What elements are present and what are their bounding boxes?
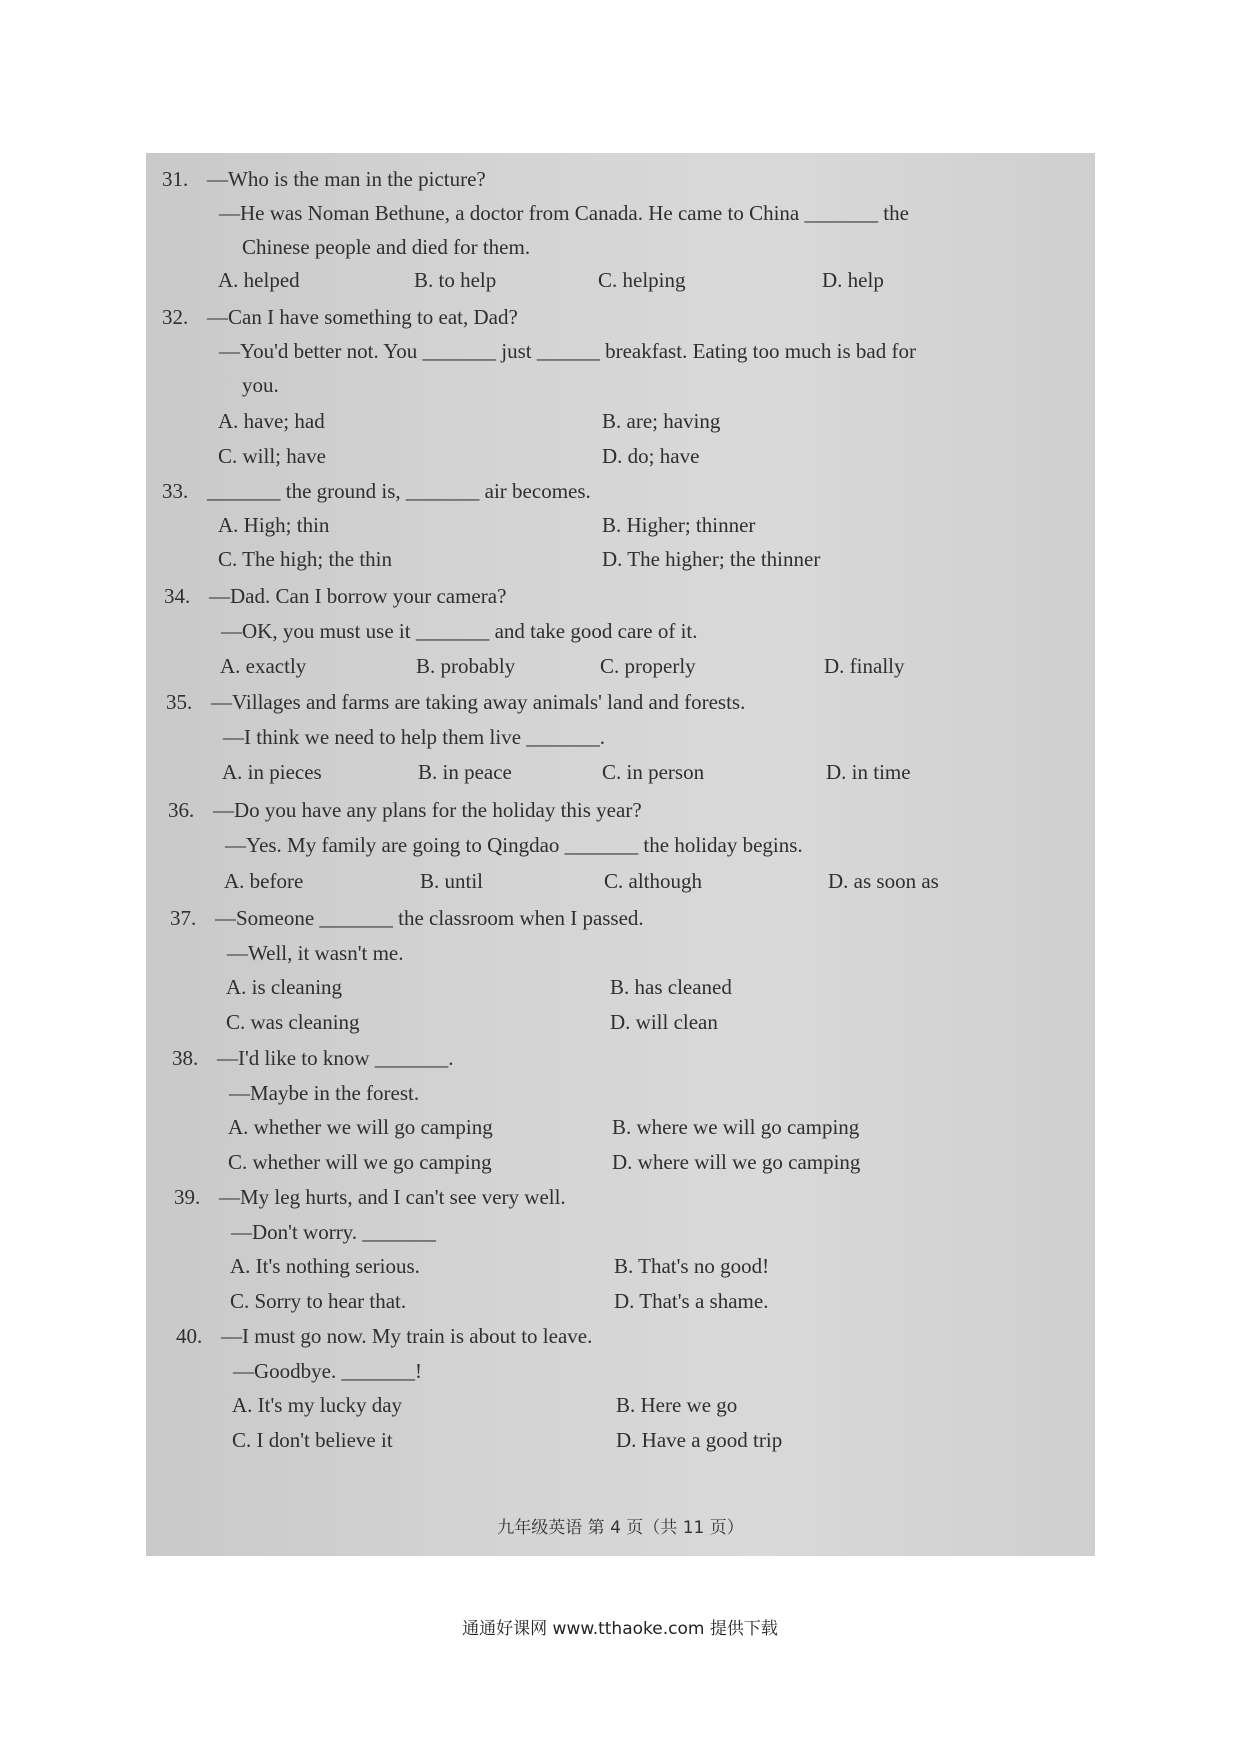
answer-option: C. I don't believe it (232, 1428, 393, 1452)
question-stem: —Who is the man in the picture? (207, 167, 486, 191)
dialogue-line: —You'd better not. You _______ just ______ breakfast. Eating too much is bad for (219, 339, 916, 363)
answer-option: B. Higher; thinner (602, 513, 756, 537)
answer-option: C. helping (598, 268, 686, 292)
question-number: 32. (162, 305, 189, 329)
answer-option: D. in time (826, 760, 911, 784)
question-stem: —I'd like to know _______. (217, 1046, 454, 1070)
question-number: 36. (168, 798, 195, 822)
answer-option: D. finally (824, 654, 905, 678)
answer-option: B. has cleaned (610, 975, 732, 999)
answer-option: C. Sorry to hear that. (230, 1289, 407, 1313)
dialogue-line: —He was Noman Bethune, a doctor from Canada. He came to China _______ the (219, 201, 909, 225)
answer-option: A. High; thin (218, 513, 330, 537)
question-stem: —Can I have something to eat, Dad? (207, 305, 518, 329)
answer-option: D. will clean (610, 1010, 718, 1034)
question-number: 39. (174, 1185, 201, 1209)
answer-option: B. Here we go (616, 1393, 738, 1417)
answer-option: A. It's nothing serious. (230, 1254, 420, 1278)
answer-option: D. do; have (602, 444, 700, 468)
answer-option: B. to help (414, 268, 497, 292)
question-stem: —Villages and farms are taking away animals' land and forests. (211, 690, 746, 714)
question-number: 38. (172, 1046, 199, 1070)
answer-option: C. properly (600, 654, 696, 678)
answer-option: D. That's a shame. (614, 1289, 769, 1313)
dialogue-line: —I think we need to help them live _______. (223, 725, 606, 749)
answer-option: A. have; had (218, 409, 325, 433)
answer-option: D. help (822, 268, 884, 292)
answer-option: A. exactly (220, 654, 307, 678)
question-stem: —Dad. Can I borrow your camera? (209, 584, 507, 608)
answer-option: D. as soon as (828, 869, 939, 893)
dialogue-line: —Don't worry. _______ (231, 1220, 436, 1244)
answer-option: D. The higher; the thinner (602, 547, 821, 571)
answer-option: B. are; having (602, 409, 721, 433)
dialogue-line: —Well, it wasn't me. (227, 941, 404, 965)
answer-option: B. in peace (418, 760, 512, 784)
question-list (146, 153, 1095, 1556)
answer-option: A. helped (218, 268, 300, 292)
question-number: 40. (176, 1324, 203, 1348)
answer-option: C. will; have (218, 444, 326, 468)
answer-option: C. The high; the thin (218, 547, 393, 571)
scanned-exam-page (146, 153, 1095, 1556)
question-stem: _______ the ground is, _______ air becomes. (207, 479, 591, 503)
dialogue-line: —Goodbye. _______! (233, 1359, 422, 1383)
dialogue-line: you. (242, 373, 279, 397)
answer-option: C. was cleaning (226, 1010, 360, 1034)
download-note: 通通好课网 www.tthaoke.com 提供下载 (462, 1619, 778, 1639)
answer-option: B. That's no good! (614, 1254, 770, 1278)
answer-option: D. where will we go camping (612, 1150, 861, 1174)
answer-option: B. until (420, 869, 484, 893)
answer-option: C. whether will we go camping (228, 1150, 492, 1174)
dialogue-line: —Yes. My family are going to Qingdao _______ the holiday begins. (225, 833, 803, 857)
answer-option: A. is cleaning (226, 975, 343, 999)
dialogue-line: —OK, you must use it _______ and take good care of it. (221, 619, 698, 643)
answer-option: B. where we will go camping (612, 1115, 860, 1139)
question-number: 33. (162, 479, 189, 503)
dialogue-line: Chinese people and died for them. (242, 235, 531, 259)
question-number: 31. (162, 167, 189, 191)
answer-option: B. probably (416, 654, 516, 678)
answer-option: C. although (604, 869, 702, 893)
question-stem: —My leg hurts, and I can't see very well. (219, 1185, 566, 1209)
question-number: 37. (170, 906, 197, 930)
answer-option: A. before (224, 869, 304, 893)
question-number: 35. (166, 690, 193, 714)
question-stem: —Someone _______ the classroom when I passed. (215, 906, 644, 930)
answer-option: D. Have a good trip (616, 1428, 783, 1452)
answer-option: A. It's my lucky day (232, 1393, 403, 1417)
question-stem: —Do you have any plans for the holiday this year? (213, 798, 642, 822)
dialogue-line: —Maybe in the forest. (229, 1081, 420, 1105)
question-number: 34. (164, 584, 191, 608)
question-stem: —I must go now. My train is about to leave. (221, 1324, 593, 1348)
answer-option: A. in pieces (222, 760, 322, 784)
page-footer: 九年级英语 第 4 页（共 11 页） (497, 1518, 744, 1538)
answer-option: C. in person (602, 760, 705, 784)
answer-option: A. whether we will go camping (228, 1115, 493, 1139)
